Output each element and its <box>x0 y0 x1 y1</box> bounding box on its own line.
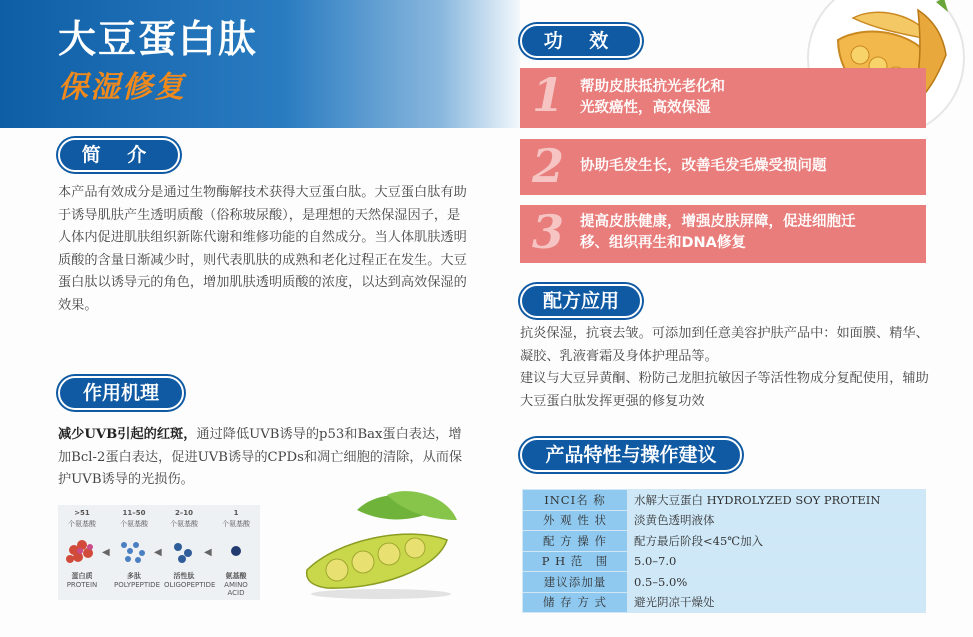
product-spec-table <box>522 489 926 613</box>
efficacy-number-2: 2 <box>532 139 565 193</box>
spec-value: 5.0–7.0 <box>628 551 926 572</box>
section-heading-product: 产品特性与操作建议 <box>520 438 742 472</box>
table-row <box>523 510 926 531</box>
peptide-amino-name: 氨基酸 <box>225 572 247 580</box>
spec-value: 0.5–5.0% <box>628 572 926 593</box>
spec-key: INCI名 称 <box>523 490 628 511</box>
svg-text:◀: ◀ <box>154 547 162 558</box>
peptide-protein-count: >51 <box>74 509 90 517</box>
peptide-protein-name: 蛋白质 <box>71 572 93 580</box>
section-heading-efficacy: 功 效 <box>520 24 642 58</box>
table-row <box>523 572 926 593</box>
mechanism-body: 通过降低UVB诱导的p53和Bax蛋白表达，增加Bcl-2蛋白表达，促进UVB诱导的CPDs和凋亡细胞的清除，从而保护UVB诱导的光损伤。 <box>58 427 463 487</box>
green-soybean-illustration <box>297 490 465 600</box>
efficacy-number-1: 1 <box>532 68 565 122</box>
page-title: 大豆蛋白肽 <box>58 16 259 61</box>
peptide-oligo-unit: 个氨基酸 <box>170 520 198 528</box>
header-band <box>0 0 520 128</box>
peptide-oligo-name: 活性肽 <box>173 572 195 580</box>
mechanism-bold: 减少UVB引起的红斑， <box>58 427 197 442</box>
page-subtitle: 保湿修复 <box>58 70 186 105</box>
peptide-protein-en: PROTEIN <box>66 581 98 589</box>
section-heading-formula: 配方应用 <box>520 284 642 318</box>
section-heading-intro: 简 介 <box>58 138 180 172</box>
intro-text: 本产品有效成分是通过生物酶解技术获得大豆蛋白肽。大豆蛋白肽有助于诱导肌肤产生透明质酸（俗称玻尿酸），是理想的天然保湿因子，是人体内促进肌肤组织新陈代谢和维修功能的自然成分。当人体肌肤透明质酸的含量日渐减少时，则代表肌肤的成熟和老化过程正在发生。大豆蛋白肽以诱导元的角色，增加肌肤透明质酸的浓度，以达到高效保湿的效果。 <box>58 185 467 313</box>
peptide-poly-unit: 个氨基酸 <box>120 520 148 528</box>
peptide-poly-count: 11–50 <box>122 509 146 517</box>
peptide-protein-unit: 个氨基酸 <box>68 520 96 528</box>
peptide-amino-count: 1 <box>233 509 239 517</box>
table-row <box>523 531 926 552</box>
efficacy-text-2: 协助毛发生长，改善毛发毛燥受损问题 <box>580 158 827 174</box>
efficacy-number-3: 3 <box>532 205 565 259</box>
spec-key: 配 方 操 作 <box>523 531 628 552</box>
peptide-amino-unit: 个氨基酸 <box>222 520 250 528</box>
section-heading-mechanism: 作用机理 <box>58 376 184 410</box>
spec-value: 配方最后阶段<45℃加入 <box>628 531 926 552</box>
spec-value: 水解大豆蛋白 HYDROLYZED SOY PROTEIN <box>628 490 926 511</box>
formula-text: 抗炎保湿，抗衰去皱。可添加到任意美容护肤产品中：如面膜、精华、凝胶、乳液膏霜及身体护理品等。 建议与大豆异黄酮、粉防己龙胆抗敏因子等活性物成分复配使用，辅助大豆蛋白肽发挥更强的修复功效 <box>520 326 929 409</box>
efficacy-text-3: 提高皮肤健康，增强皮肤屏障，促进细胞迁 移、组织再生和DNA修复 <box>580 214 856 251</box>
spec-value: 避光阴凉干燥处 <box>628 592 926 613</box>
peptide-size-figure <box>58 505 260 600</box>
table-row <box>523 551 926 572</box>
peptide-oligo-count: 2–10 <box>174 509 194 517</box>
svg-text:◀: ◀ <box>204 547 212 558</box>
spec-value: 淡黄色透明液体 <box>628 510 926 531</box>
peptide-poly-name: 多肽 <box>127 572 141 580</box>
efficacy-item-3 <box>520 205 926 263</box>
peptide-poly-en: POLYPEPTIDE <box>114 581 160 589</box>
spec-key: 建议添加量 <box>523 572 628 593</box>
efficacy-text-1: 帮助皮肤抵抗光老化和 光致癌性，高效保湿 <box>580 79 725 116</box>
peptide-amino-en: AMINO ACID <box>224 581 248 597</box>
efficacy-item-1 <box>520 68 926 128</box>
spec-key: P H 范 围 <box>523 551 628 572</box>
mechanism-text <box>58 424 470 492</box>
efficacy-item-2 <box>520 139 926 195</box>
spec-key: 储 存 方 式 <box>523 592 628 613</box>
table-row <box>523 490 926 511</box>
svg-text:◀: ◀ <box>102 547 110 558</box>
spec-key: 外 观 性 状 <box>523 510 628 531</box>
peptide-oligo-en: OLIGOPEPTIDE <box>164 581 216 589</box>
table-row <box>523 592 926 613</box>
